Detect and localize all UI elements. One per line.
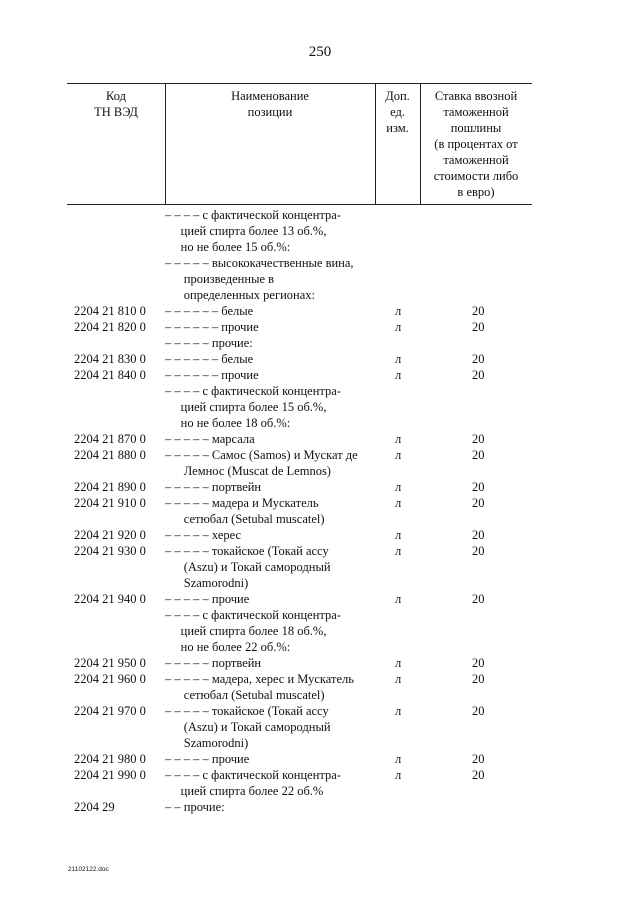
row-unit: л [395,672,402,686]
table-row [0,671,640,703]
header-unit: Доп. ед. изм. [385,89,410,135]
row-code: 2204 21 980 0 [74,752,146,766]
header-name: Наименование позиции [231,89,309,119]
row-code: 2204 21 930 0 [74,544,146,558]
table-row [0,591,640,607]
row-rate: 20 [472,320,485,334]
table-row [0,495,640,527]
table-row [0,255,640,303]
table-row [0,207,640,255]
row-unit: л [395,320,402,334]
row-description: – – – – – портвейн [165,480,262,494]
row-rate: 20 [472,544,485,558]
row-unit: л [395,432,402,446]
row-code: 2204 21 830 0 [74,352,146,366]
row-description: – – – – – прочие [165,752,250,766]
row-unit: л [395,528,402,542]
table-row [0,447,640,479]
row-description: – – – – – токайское (Токай ассу (Aszu) и Токай самородный Szamorodni) [165,544,331,590]
row-rate: 20 [472,480,485,494]
table-row [0,383,640,431]
row-rate: 20 [472,352,485,366]
row-unit: л [395,544,402,558]
row-code: 2204 21 820 0 [74,320,146,334]
row-code: 2204 21 990 0 [74,768,146,782]
row-description: – – – – – – прочие [165,320,259,334]
row-description: – – – – с фактической концентра- цией спирта более 18 об.%, но не более 22 об.%: [165,608,341,654]
row-description: – – – – – – белые [165,304,254,318]
row-rate: 20 [472,304,485,318]
row-unit: л [395,704,402,718]
header-code: Код ТН ВЭД [94,89,138,119]
row-unit: л [395,480,402,494]
table-row [0,335,640,351]
row-description: – – – – – прочие [165,592,250,606]
table-header [67,83,532,205]
row-rate: 20 [472,704,485,718]
row-code: 2204 21 970 0 [74,704,146,718]
table-row [0,543,640,591]
table-row [0,607,640,655]
row-unit: л [395,448,402,462]
row-rate: 20 [472,672,485,686]
table-row [0,303,640,319]
row-description: – – – – – херес [165,528,242,542]
row-code: 2204 21 880 0 [74,448,146,462]
row-unit: л [395,304,402,318]
row-description: – – – – – высококачественные вина, произведенные в определенных регионах: [165,256,354,302]
row-code: 2204 21 910 0 [74,496,146,510]
row-description: – – – – – токайское (Токай ассу (Aszu) и Токай самородный Szamorodni) [165,704,331,750]
row-description: – – – – – портвейн [165,656,262,670]
row-description: – – – – – Самос (Samos) и Мускат де Лемнос (Muscat de Lemnos) [165,448,358,478]
row-rate: 20 [472,368,485,382]
row-description: – – – – с фактической концентра- цией спирта более 13 об.%, но не более 15 об.%: [165,208,341,254]
table-row [0,431,640,447]
row-description: – – – – – – прочие [165,368,259,382]
row-description: – – – – с фактической концентра- цией спирта более 22 об.% [165,768,341,798]
table-row [0,767,640,799]
header-rate: Ставка ввозной таможенной пошлины (в процентах от таможенной стоимости либо в евро) [433,89,519,199]
row-unit: л [395,656,402,670]
row-description: – – – – – мадера и Мускатель сетюбал (Setubal muscatel) [165,496,325,526]
row-code: 2204 21 950 0 [74,656,146,670]
row-code: 2204 21 940 0 [74,592,146,606]
row-description: – – – – – – белые [165,352,254,366]
row-code: 2204 21 810 0 [74,304,146,318]
row-rate: 20 [472,768,485,782]
table-row [0,655,640,671]
row-code: 2204 21 920 0 [74,528,146,542]
row-rate: 20 [472,656,485,670]
row-rate: 20 [472,496,485,510]
table-row [0,479,640,495]
table-row [0,367,640,383]
row-description: – – прочие: [165,800,225,814]
row-unit: л [395,592,402,606]
row-unit: л [395,768,402,782]
row-rate: 20 [472,448,485,462]
row-code: 2204 21 870 0 [74,432,146,446]
row-unit: л [395,368,402,382]
row-description: – – – – с фактической концентра- цией спирта более 15 об.%, но не более 18 об.%: [165,384,341,430]
page-number: 250 [308,44,332,60]
row-unit: л [395,352,402,366]
table-row [0,319,640,335]
row-code: 2204 21 840 0 [74,368,146,382]
table-body [0,207,640,815]
row-description: – – – – – марсала [165,432,255,446]
row-rate: 20 [472,752,485,766]
row-code: 2204 29 [74,800,115,814]
row-rate: 20 [472,528,485,542]
row-unit: л [395,496,402,510]
row-unit: л [395,752,402,766]
table-row [0,703,640,751]
table-row [0,799,640,815]
row-description: – – – – – мадера, херес и Мускатель сетюбал (Setubal muscatel) [165,672,354,702]
row-code: 2204 21 960 0 [74,672,146,686]
row-rate: 20 [472,432,485,446]
table-row [0,751,640,767]
table-row [0,527,640,543]
row-description: – – – – – прочие: [165,336,253,350]
table-row [0,351,640,367]
file-name: 21102122.doc [68,866,109,873]
row-code: 2204 21 890 0 [74,480,146,494]
row-rate: 20 [472,592,485,606]
